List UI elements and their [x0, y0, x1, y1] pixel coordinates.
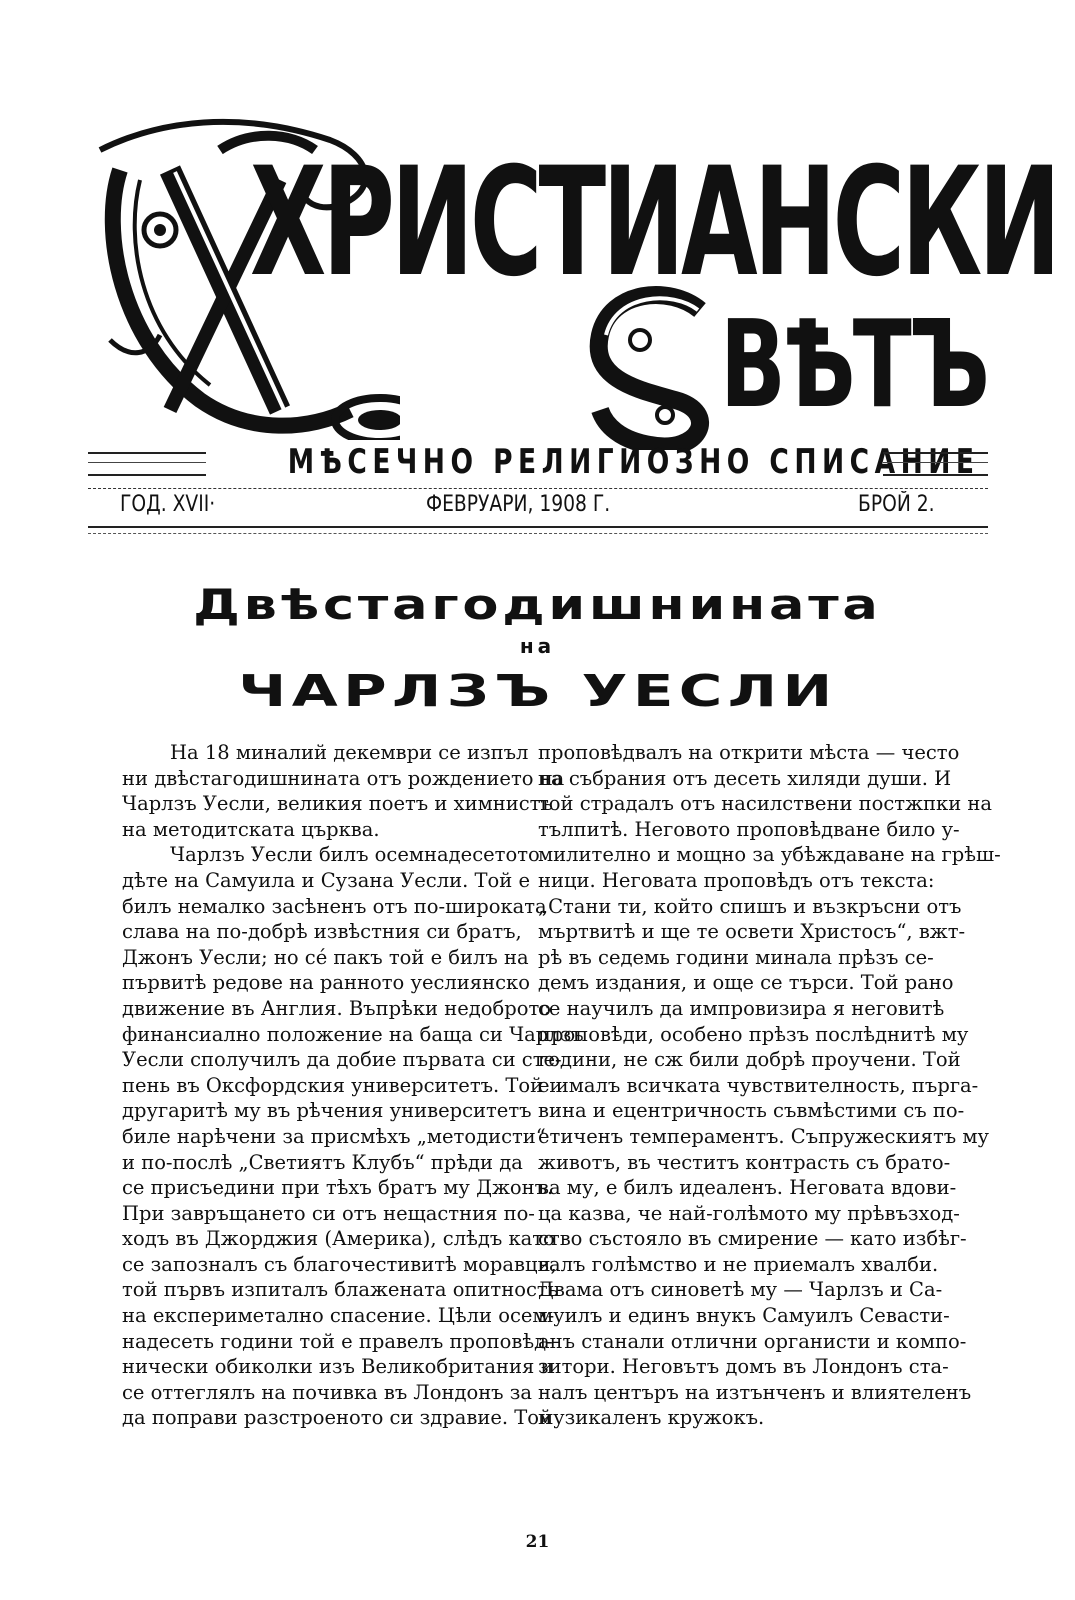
- text-line: ва му, е билъ идеаленъ. Неговата вдови-: [538, 1176, 957, 1200]
- text-line: надесеть години той е правелъ проповѣд-: [122, 1329, 553, 1353]
- masthead-title-line1: ХРИСТИАНСКИ: [250, 136, 1058, 310]
- text-line: той първъ изпиталъ блажената опитность: [122, 1278, 559, 1302]
- article-subject-name-text: ЧАРЛЗЪ УЕСЛИ: [237, 666, 838, 717]
- text-line: етиченъ темпераментъ. Съпружескиятъ му: [538, 1124, 989, 1148]
- text-line: животъ, въ честитъ контрасть съ брато-: [538, 1150, 951, 1174]
- issue-info-row: [88, 488, 988, 528]
- text-line: проповѣдвалъ на открити мѣста — често: [538, 741, 960, 764]
- text-line: На 18 миналий декември се изпъл: [170, 741, 529, 764]
- text-line: При завръщането си отъ нещастния по-: [122, 1201, 535, 1225]
- page-number: 21: [525, 1532, 550, 1552]
- text-line: демъ издания, и още се търси. Той рано: [538, 971, 954, 995]
- text-line: билъ немалко засѣненъ отъ по-широката: [122, 894, 547, 918]
- issue-date: ФЕВРУАРИ, 1908 Г.: [426, 492, 611, 517]
- text-line: дѣте на Самуила и Сузана Уесли. Той е: [122, 868, 530, 892]
- text-line: той страдалъ отъ насилствени постжпки на: [538, 792, 993, 816]
- text-line: валъ голѣмство и не приемалъ хвалби.: [538, 1252, 939, 1276]
- issue-year: ГОД. XVII·: [120, 492, 216, 517]
- text-line: първитѣ редове на ранното уеслиянско: [122, 971, 530, 995]
- subtitle-band: [88, 440, 988, 484]
- text-line: мъртвитѣ и ще те освети Христосъ“, вжт-: [538, 920, 966, 944]
- text-line: Двама отъ синоветѣ му — Чарлзъ и Са-: [538, 1278, 943, 1302]
- ornamental-s-initial: [580, 280, 730, 450]
- text-line: Уесли сполучилъ да добие първата си сте-: [122, 1048, 562, 1072]
- text-line: рѣ въ седемь години минала прѣзъ се-: [538, 945, 934, 969]
- text-line: се научилъ да импровизира я неговитѣ: [538, 996, 945, 1020]
- text-line: ници. Неговата проповѣдъ отъ текста:: [538, 868, 935, 892]
- text-line: нически обиколки изъ Великобритания и: [122, 1355, 554, 1379]
- article-heading-connector: на: [519, 634, 556, 658]
- article-column-left: [122, 740, 584, 1431]
- text-line: се оттеглялъ на почивка въ Лондонъ за: [122, 1380, 533, 1404]
- issue-rule-bottom: [88, 526, 988, 528]
- text-line: е ималъ всичката чувствителность, пърга-: [538, 1073, 979, 1097]
- text-line: ство състояло въ смирение — като избѣг-: [538, 1227, 967, 1251]
- text-line: проповѣди, особено прѣзъ послѣднитѣ му: [538, 1022, 969, 1046]
- text-line: зитори. Неговътъ домъ въ Лондонъ ста-: [538, 1355, 949, 1379]
- text-line: на методитската църква.: [122, 817, 380, 841]
- text-line: ходъ въ Джорджия (Америка), слѣдъ като: [122, 1227, 555, 1251]
- article-heading: [0, 580, 1075, 630]
- text-line: милително и мощно за убѣждаване на грѣш-: [538, 843, 1001, 867]
- text-line: Чарлзъ Уесли билъ осемнадесетото: [170, 843, 540, 867]
- masthead-subtitle: МѢСЕЧНО РЕЛИГИОЗНО СПИСАНИЕ: [287, 442, 980, 482]
- article-column-right: [538, 740, 1001, 1431]
- masthead: [80, 110, 1058, 440]
- text-line: другаритѣ му въ рѣчения университетъ: [122, 1099, 532, 1123]
- text-line: Джонъ Уесли; но сé пакъ той е билъ на: [122, 945, 529, 969]
- masthead-title-line2: ВѢТЪ: [720, 296, 988, 435]
- issue-number: БРОЙ 2.: [858, 492, 935, 517]
- text-line: на събрания отъ десеть хиляди души. И: [538, 766, 952, 790]
- text-line: да поправи разстроеното си здравие. Той: [122, 1406, 553, 1430]
- text-line: тълпитѣ. Неговото проповѣдване било у-: [538, 817, 960, 841]
- issue-rule-bottom-dashed: [88, 533, 988, 534]
- decorative-rule-left: [88, 452, 206, 476]
- text-line: пень въ Оксфордския университетъ. Той и: [122, 1073, 563, 1097]
- text-line: слава на по-добрѣ извѣстния си братъ,: [122, 920, 522, 944]
- text-line: се запозналъ съ благочестивитѣ моравци,: [122, 1252, 557, 1276]
- text-line: движение въ Англия. Въпрѣки недоброто: [122, 996, 551, 1020]
- text-line: се присъедини при тѣхъ братъ му Джонъ.: [122, 1176, 554, 1200]
- text-line: биле нарѣчени за присмѣхъ „методисти“: [122, 1124, 546, 1148]
- text-line: вина и ецентричность съвмѣстими съ по-: [538, 1099, 965, 1123]
- text-line: ни двѣстагодишнината отъ рождението на: [122, 766, 565, 790]
- decorative-rule-right: [883, 452, 988, 476]
- text-line: и по-послѣ „Светиятъ Клубъ“ прѣди да: [122, 1150, 523, 1174]
- text-line: анъ станали отлични органисти и компо-: [538, 1329, 967, 1353]
- text-line: „Стани ти, който спишъ и възкръсни отъ: [538, 894, 962, 918]
- article-subject-name: [0, 664, 1075, 720]
- article-heading-text: Двѣстагодишнината: [193, 580, 882, 629]
- text-line: на експериметално спасение. Цѣли осем-: [122, 1304, 555, 1328]
- text-line: музикаленъ кружокъ.: [538, 1406, 765, 1430]
- text-line: налъ центъръ на изтънченъ и влиятеленъ: [538, 1380, 972, 1404]
- text-line: финансиално положение на баща си Чарлзъ: [122, 1022, 584, 1046]
- text-line: Чарлзъ Уесли, великия поетъ и химнистъ: [122, 792, 553, 816]
- text-line: ца казва, че най-голѣмото му прѣвъзход-: [538, 1201, 960, 1225]
- issue-rule-top: [88, 488, 988, 489]
- text-line: години, не сж били добрѣ проучени. Той: [538, 1048, 961, 1072]
- text-line: муилъ и единъ внукъ Самуилъ Севасти-: [538, 1304, 950, 1328]
